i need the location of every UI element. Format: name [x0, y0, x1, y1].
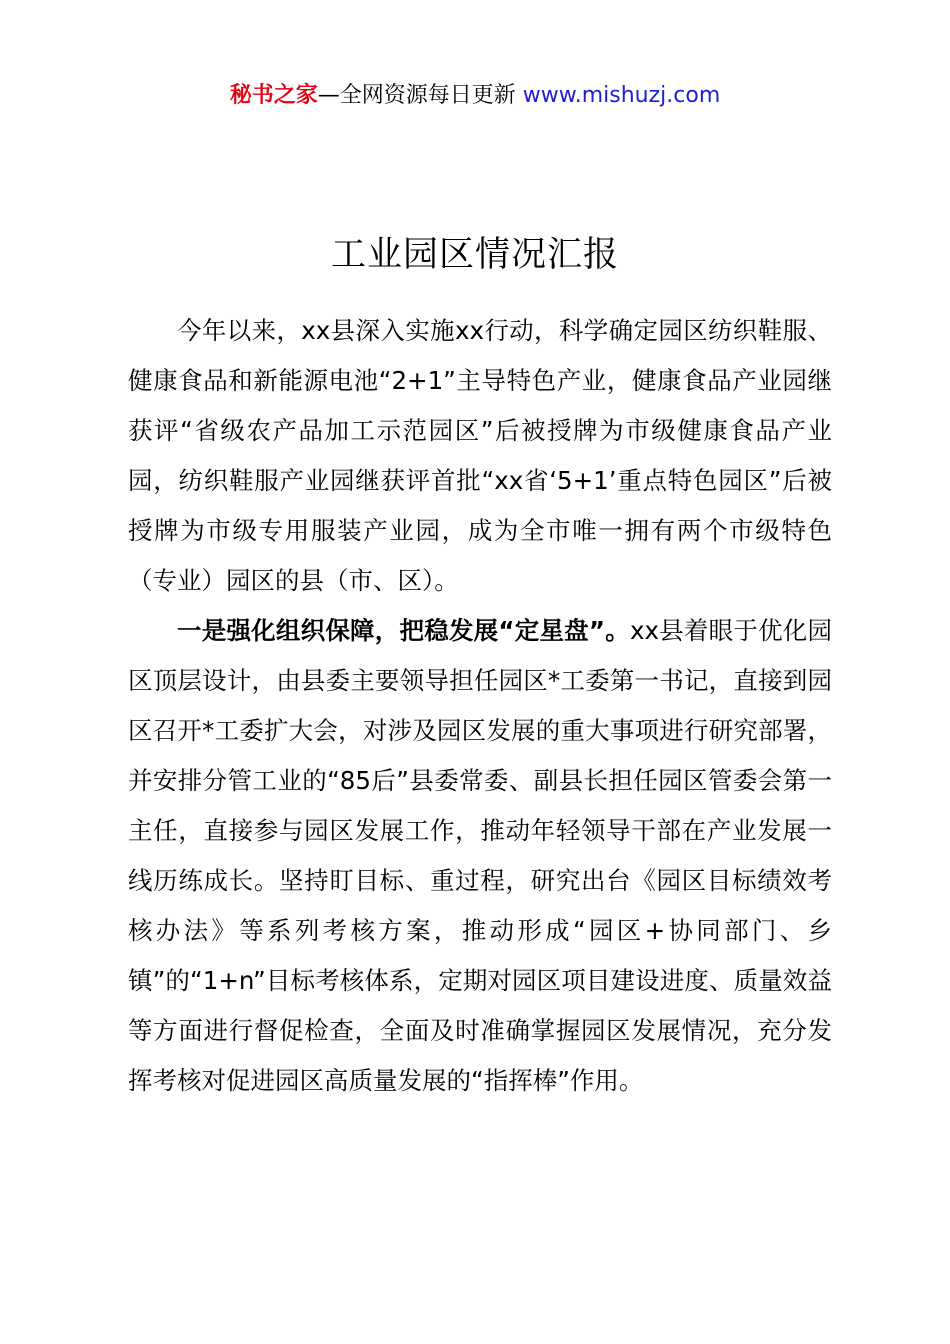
- site-url-link[interactable]: www.mishuzj.com: [522, 83, 721, 108]
- site-header: [0, 80, 950, 112]
- section-one-text: xx县着眼于优化园区顶层设计，由县委主要领导担任园区*工委第一书记，直接到园区召开*工委扩大会，对涉及园区发展的重大事项进行研究部署，并安排分管工业的“85后”县委常委、副县长担任园区管委会第一主任，直接参与园区发展工作，推动年轻领导干部在产业发展一线历练成长。坚持盯目标、重过程，研究出台《园区目标绩效考核办法》等系列考核方案，推动形成“园区+协同部门、乡镇”的“1+n”目标考核体系，定期对园区项目建设进度、质量效益等方面进行督促检查，全面及时准确掌握园区发展情况，充分发挥考核对促进园区高质量发展的“指挥棒”作用。: [128, 616, 833, 1095]
- paragraph-section-one: [128, 606, 832, 1106]
- site-brand: 秘书之家: [229, 83, 318, 108]
- site-slogan: —全网资源每日更新: [317, 83, 516, 108]
- paragraph-intro: 今年以来，xx县深入实施xx行动，科学确定园区纺织鞋服、健康食品和新能源电池“2+1”主导特色产业，健康食品产业园继获评“省级农产品加工示范园区”后被授牌为市级健康食品产业园，纺织鞋服产业园继获评首批“xx省‘5+1’重点特色园区”后被授牌为市级专用服装产业园，成为全市唯一拥有两个市级特色（专业）园区的县（市、区）。: [128, 316, 832, 595]
- document-title: 工业园区情况汇报: [330, 235, 619, 275]
- section-one-heading: 一是强化组织保障，把稳发展“定星盘”。: [177, 616, 630, 645]
- document-body: [128, 306, 832, 1106]
